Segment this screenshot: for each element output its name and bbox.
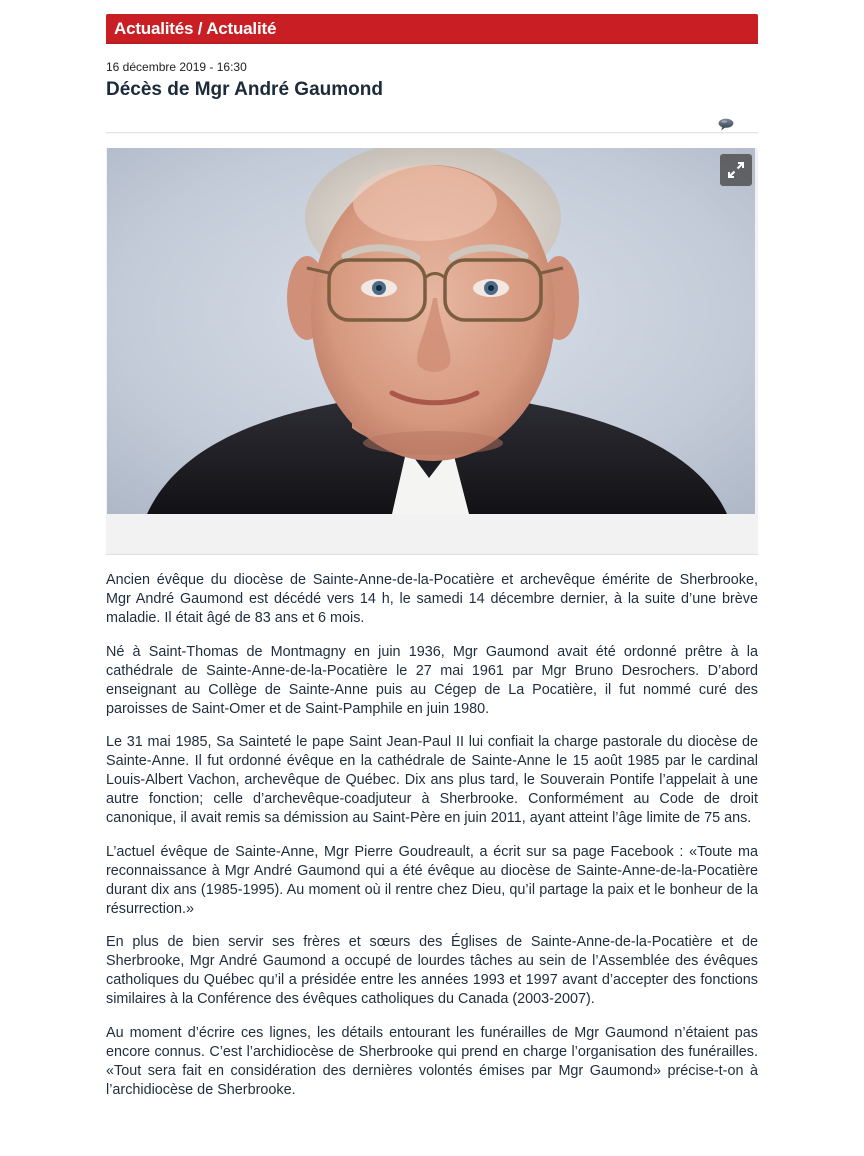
section-header-bar xyxy=(106,14,758,44)
breadcrumb-actualite-link[interactable]: Actualité xyxy=(206,19,277,38)
expand-arrows-icon xyxy=(720,154,752,186)
article-paragraph: Né à Saint-Thomas de Montmagny en juin 1936, Mgr Gaumond avait été ordonné prêtre à la cathédrale de Sainte-Anne-de-la-Pocatière le 27 mai 1961 par Mgr Bruno Desrochers. D’abord enseignant au Collège de Sainte-Anne puis au Cégep de La Pocatière, il fut nommé curé des paroisses de Saint-Omer et de Saint-Pamphile en juin 1980. xyxy=(106,643,758,717)
article-tools-bar xyxy=(106,108,758,133)
article-paragraph: Au moment d’écrire ces lignes, les détails entourant les funérailles de Mgr Gaumond n’étaient pas encore connus. C’est l’archidiocèse de Sherbrooke qui prend en charge l’organisation des funérailles. «Tout sera fait en considération des dernières volontés émises par Mgr Gaumond» précise-t-on à l’archidiocèse de Sherbrooke. xyxy=(106,1024,758,1098)
article-paragraph: L’actuel évêque de Sainte-Anne, Mgr Pierre Goudreault, a écrit sur sa page Facebook : «Toute ma reconnaissance à Mgr André Gaumond qui a été évêque au diocèse de Sainte-Anne-de-la-Pocatière durant dix ans (1985-1995). Au moment où il rentre chez Dieu, qu’il partage la paix et le bonheur de la résurrection.» xyxy=(106,843,758,917)
article-paragraph: Le 31 mai 1985, Sa Sainteté le pape Saint Jean-Paul II lui confiait la charge pastorale du diocèse de Sainte-Anne. Il fut ordonné évêque en la cathédrale de Sainte-Anne le 15 août 1985 par le cardinal Louis-Albert Vachon, archevêque de Québec. Dix ans plus tard, le Souverain Pontife l’appelait à une autre fonction; celle d’archevêque-coadjuteur à Sherbrooke. Conformément au Code de droit canonique, il avait remis sa démission au Saint-Père en juin 2011, ayant atteint l’âge limite de 75 ans. xyxy=(106,734,758,826)
article-paragraph: En plus de bien servir ses frères et sœurs des Églises de Sainte-Anne-de-la-Pocatière et de Sherbrooke, Mgr André Gaumond a occupé de lourdes tâches au sein de l’Assemblée des évêques catholiques du Québec qu’il a présidée entre les années 1993 et 1997 avant d’accepter des fonctions similaires à la Conférence des évêques catholiques du Canada (2003-2007). xyxy=(106,934,758,1007)
portrait-photo[interactable] xyxy=(107,148,755,514)
article-figure xyxy=(106,148,758,555)
article-container xyxy=(106,14,758,1114)
article-date: 16 décembre 2019 - 16:30 xyxy=(106,60,247,74)
portrait-illustration xyxy=(107,148,755,514)
expand-image-button[interactable] xyxy=(720,154,752,186)
breadcrumb-actualites-link[interactable]: Actualités xyxy=(114,19,194,38)
comment-bubble-icon[interactable] xyxy=(718,118,734,131)
article-title: Décès de Mgr André Gaumond xyxy=(106,79,383,100)
breadcrumb-separator: / xyxy=(193,19,207,38)
article-body xyxy=(106,571,758,1100)
article-paragraph: Ancien évêque du diocèse de Sainte-Anne-de-la-Pocatière et archevêque émérite de Sherbrooke, Mgr André Gaumond est décédé vers 14 h, le samedi 14 décembre dernier, à la suite d’une brève maladie. Il était âgé de 83 ans et 6 mois. xyxy=(106,572,758,626)
